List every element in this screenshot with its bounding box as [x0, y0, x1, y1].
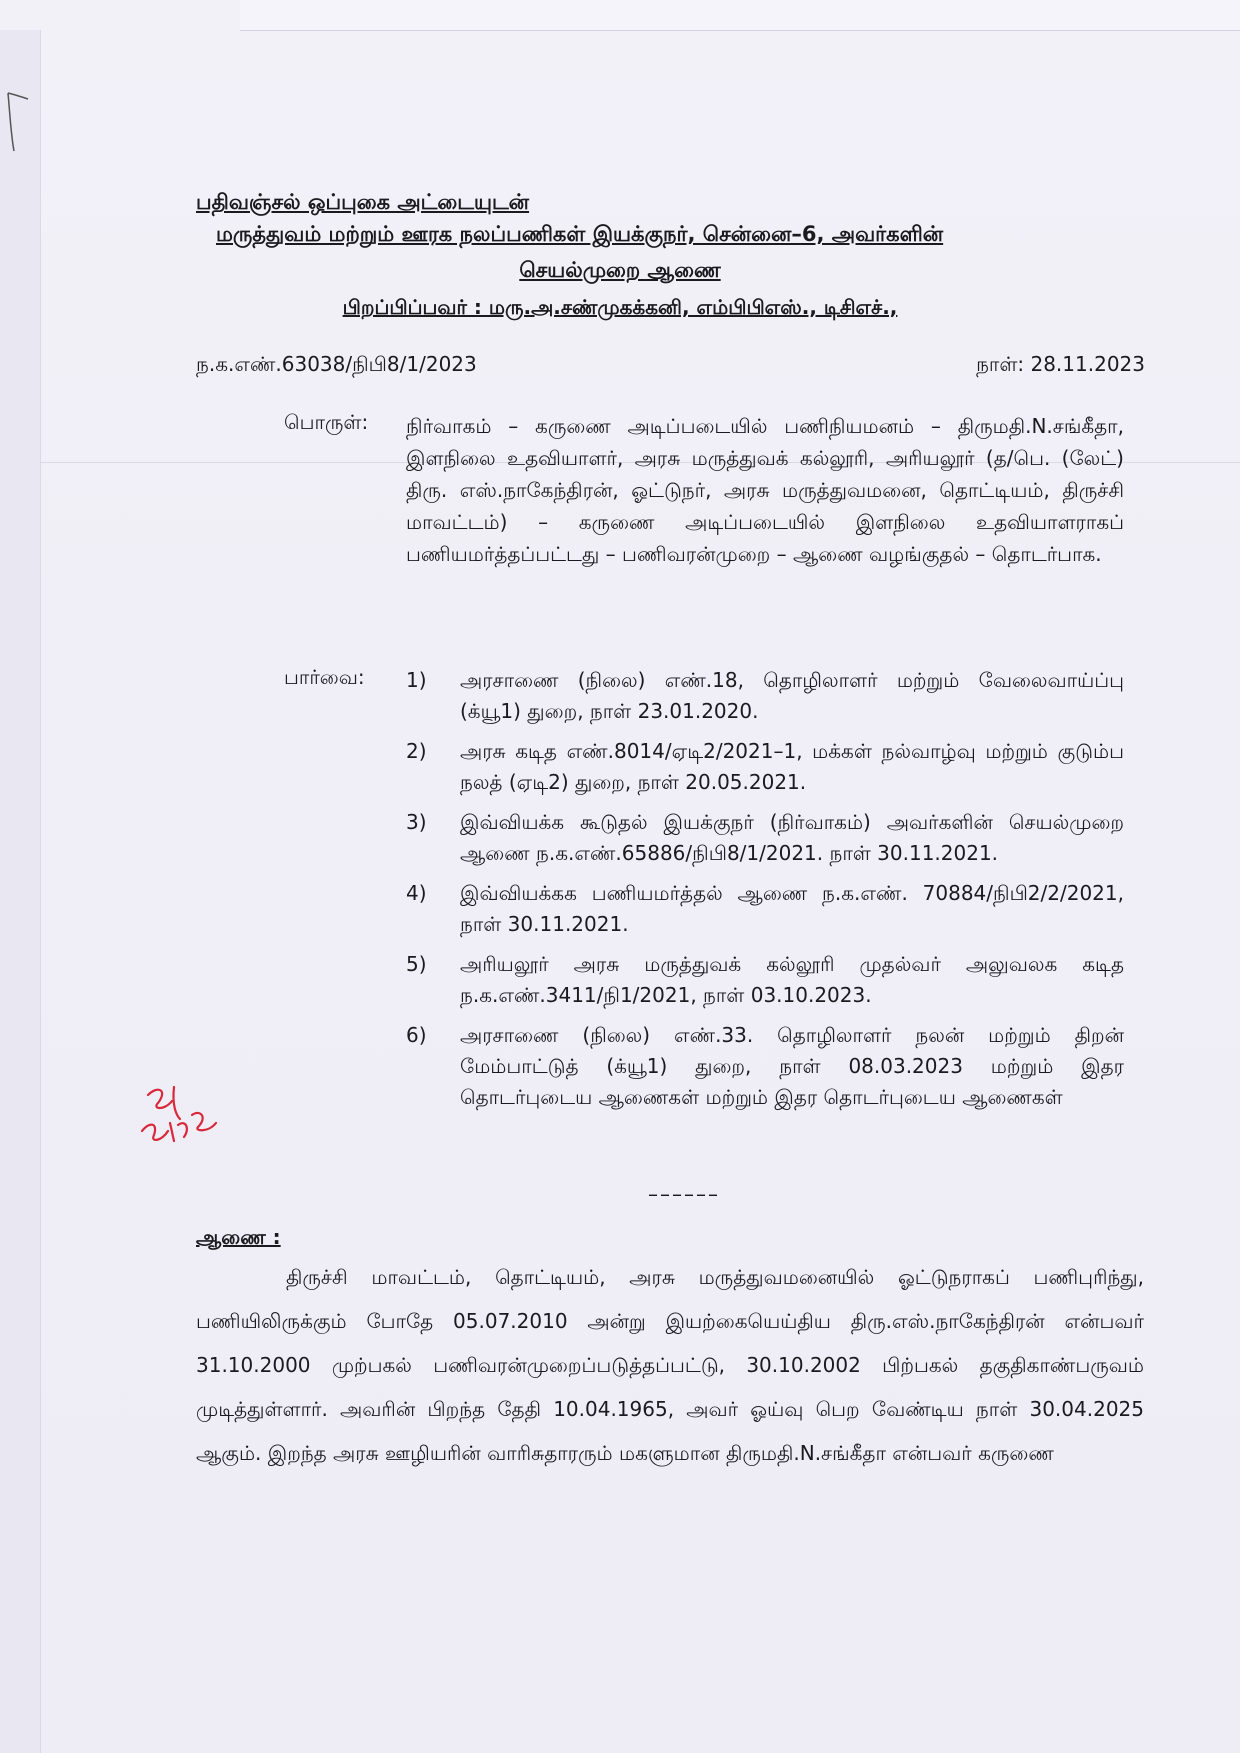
reference-item: [406, 807, 1124, 869]
registered-post-note: பதிவஞ்சல் ஒப்புகை அட்டையுடன்: [196, 190, 530, 214]
reference-item: [406, 949, 1124, 1011]
reference-text: அரியலூர் அரசு மருத்துவக் கல்லூரி முதல்வர் அலுவலக கடித ந.க.எண்.3411/நி1/2021, நாள் 03.10.2023.: [460, 952, 1124, 1007]
reference-number-marker: 6): [406, 1023, 427, 1047]
order-body-text: திருச்சி மாவட்டம், தொட்டியம், அரசு மருத்துவமனையில் ஓட்டுநராகப் பணிபுரிந்து, பணியிலிருக்கும் போதே 05.07.2010 அன்று இயற்கையெய்திய திரு.எஸ்.நாகேந்திரன் என்பவர் 31.10.2000 முற்பகல் பணிவரன்முறைப்படுத்தப்பட்டு, 30.10.2002 பிற்பகல் தகுதிகாண்பருவம் முடித்துள்ளார். அவரின் பிறந்த தேதி 10.04.1965, அவர் ஓய்வு பெற வேண்டிய நாள் 30.04.2025 ஆகும். இறந்த அரசு ஊழியரின் வாரிசுதாரரும் மகளுமான திருமதி.N.சங்கீதா என்பவர் கருணை: [196, 1265, 1144, 1465]
section-divider: ––––––: [648, 1182, 720, 1206]
subject-label: பொருள்:: [284, 410, 369, 434]
issued-by: பிறப்பிப்பவர் : மரு.அ.சண்முகக்கனி, எம்பிபிஎஸ்., டிசிஎச்.,: [342, 295, 898, 319]
reference-item: [406, 878, 1124, 940]
reference-number-marker: 4): [406, 881, 427, 905]
reference-text: இவ்வியக்க கூடுதல் இயக்குநர் (நிர்வாகம்) அவர்களின் செயல்முறை ஆணை ந.க.எண்.65886/நிபி8/1/2021. நாள் 30.11.2021.: [460, 810, 1124, 865]
reference-item: [406, 665, 1124, 727]
reference-text: அரசாணை (நிலை) எண்.18, தொழிலாளர் மற்றும் வேலைவாய்ப்பு (க்யூ1) துறை, நாள் 23.01.2020.: [460, 668, 1124, 723]
reference-text: அரசு கடித எண்.8014/ஏடி2/2021–1, மக்கள் நல்வாழ்வு மற்றும் குடும்ப நலத் (ஏடி2) துறை, நாள் 20.05.2021.: [460, 739, 1124, 794]
references-list: [406, 665, 1124, 1122]
reference-number: ந.க.எண்.63038/நிபி8/1/2023: [196, 352, 477, 376]
handwritten-initials: [128, 1075, 228, 1155]
issuing-authority: மருத்துவம் மற்றும் ஊரக நலப்பணிகள் இயக்குநர், சென்னை–6, அவர்களின்: [216, 222, 944, 246]
reference-item: [406, 736, 1124, 798]
reference-number-marker: 3): [406, 810, 427, 834]
order-heading: ஆணை :: [196, 1225, 281, 1249]
reference-number-marker: 1): [406, 668, 427, 692]
document-type-title: செயல்முறை ஆணை: [519, 258, 721, 282]
reference-text: இவ்வியக்கக பணியமர்த்தல் ஆணை ந.க.எண். 70884/நிபி2/2/2021, நாள் 30.11.2021.: [460, 881, 1124, 936]
references-label: பார்வை:: [284, 665, 365, 689]
reference-item: [406, 1020, 1124, 1113]
reference-number-marker: 5): [406, 952, 427, 976]
document-date: நாள்: 28.11.2023: [976, 352, 1145, 376]
reference-text: அரசாணை (நிலை) எண்.33. தொழிலாளர் நலன் மற்றும் திறன் மேம்பாட்டுத் (க்யூ1) துறை, நாள் 08.03.2023 மற்றும் இதர தொடர்புடைய ஆணைகள் மற்றும் இதர தொடர்புடைய ஆணைகள்: [460, 1023, 1124, 1109]
subject-text: நிர்வாகம் – கருணை அடிப்படையில் பணிநியமனம் – திருமதி.N.சங்கீதா, இளநிலை உதவியாளர், அரசு மருத்துவக் கல்லூரி, அரியலூர் (த/பெ. (லேட்) திரு. எஸ்.நாகேந்திரன், ஓட்டுநர், அரசு மருத்துவமனை, தொட்டியம், திருச்சி மாவட்டம்) – கருணை அடிப்படையில் இளநிலை உதவியாளராகப் பணியமர்த்தப்பட்டது – பணிவரன்முறை – ஆணை வழங்குதல் – தொடர்பாக.: [406, 414, 1124, 566]
reference-number-marker: 2): [406, 739, 427, 763]
